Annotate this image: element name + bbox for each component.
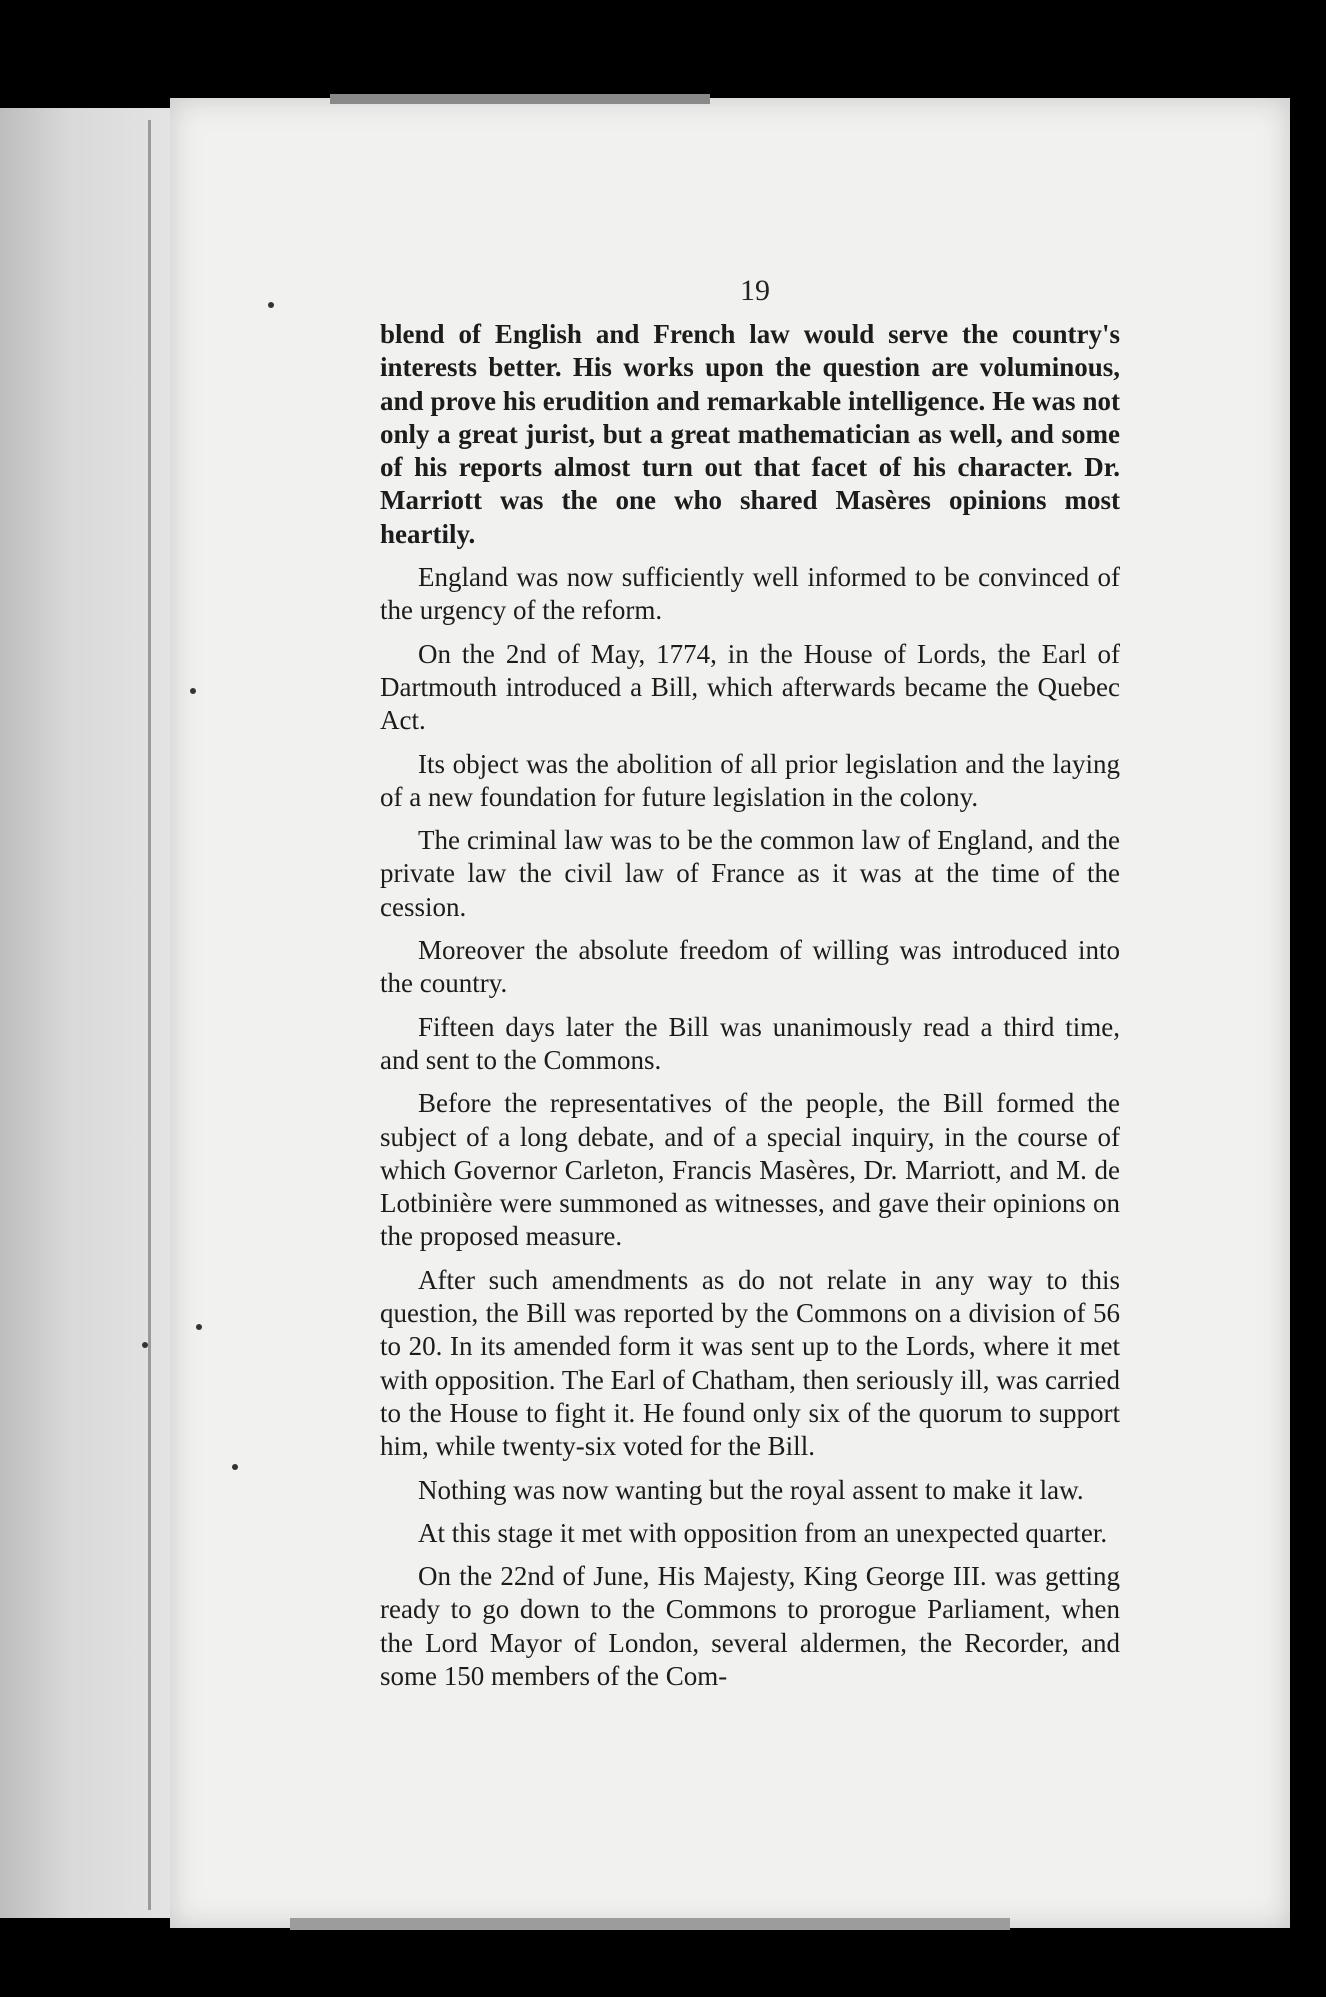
scan-top-edge [330, 94, 710, 104]
scan-bottom-edge [290, 1918, 1010, 1930]
paragraph: England was now sufficiently well informed to be convinced of the urgency of the reform. [380, 562, 1120, 626]
margin-speck [268, 302, 274, 308]
page-gutter-line [148, 120, 151, 1910]
margin-speck [142, 1342, 148, 1348]
paragraph: Moreover the absolute freedom of willing was introduced into the country. [380, 935, 1120, 999]
body-text [380, 318, 1120, 1703]
paragraph: blend of English and French law would serve the country's interests better. His works upon the question are voluminous, and prove his erudition and remarkable intelligence. He was not only a great jurist, but a great mathematician as well, and some of his reports almost turn out that facet of his character. Dr. Marriott was the one who shared Masères opinions most heartily. [380, 319, 1120, 549]
paragraph: Nothing was now wanting but the royal assent to make it law. [418, 1474, 1084, 1505]
paragraph: On the 22nd of June, His Majesty, King George III. was getting ready to go down to the Commons to prorogue Parliament, when the Lord Mayor of London, several aldermen, the Recorder, and some 150 members of the Com- [380, 1561, 1120, 1691]
paragraph: Before the representatives of the people, the Bill formed the subject of a long debate, and of a special inquiry, in the course of which Governor Carleton, Francis Masères, Dr. Marriott, and M. de Lotbinière were summoned as witnesses, and gave their opinions on the proposed measure. [380, 1088, 1120, 1252]
paragraph: After such amendments as do not relate in any way to this question, the Bill was reported by the Commons on a division of 56 to 20. In its amended form it was sent up to the Lords, where it met with opposition. The Earl of Chatham, then seriously ill, was carried to the House to fight it. He found only six of the quorum to support him, while twenty-six voted for the Bill. [380, 1264, 1120, 1462]
margin-speck [232, 1464, 238, 1470]
margin-speck [190, 688, 196, 694]
paragraph: On the 2nd of May, 1774, in the House of Lords, the Earl of Dartmouth introduced a Bill, which afterwards became the Quebec Act. [380, 638, 1120, 736]
page-number: 19 [740, 274, 770, 307]
paragraph: Its object was the abolition of all prior legislation and the laying of a new foundation for future legislation in the colony. [380, 748, 1120, 812]
margin-speck [196, 1324, 202, 1330]
paragraph: At this stage it met with opposition from an unexpected quarter. [418, 1517, 1108, 1548]
paragraph: The criminal law was to be the common law of England, and the private law the civil law of France as it was at the time of the cession. [380, 825, 1120, 922]
paragraph: Fifteen days later the Bill was unanimously read a third time, and sent to the Commons. [380, 1011, 1120, 1075]
